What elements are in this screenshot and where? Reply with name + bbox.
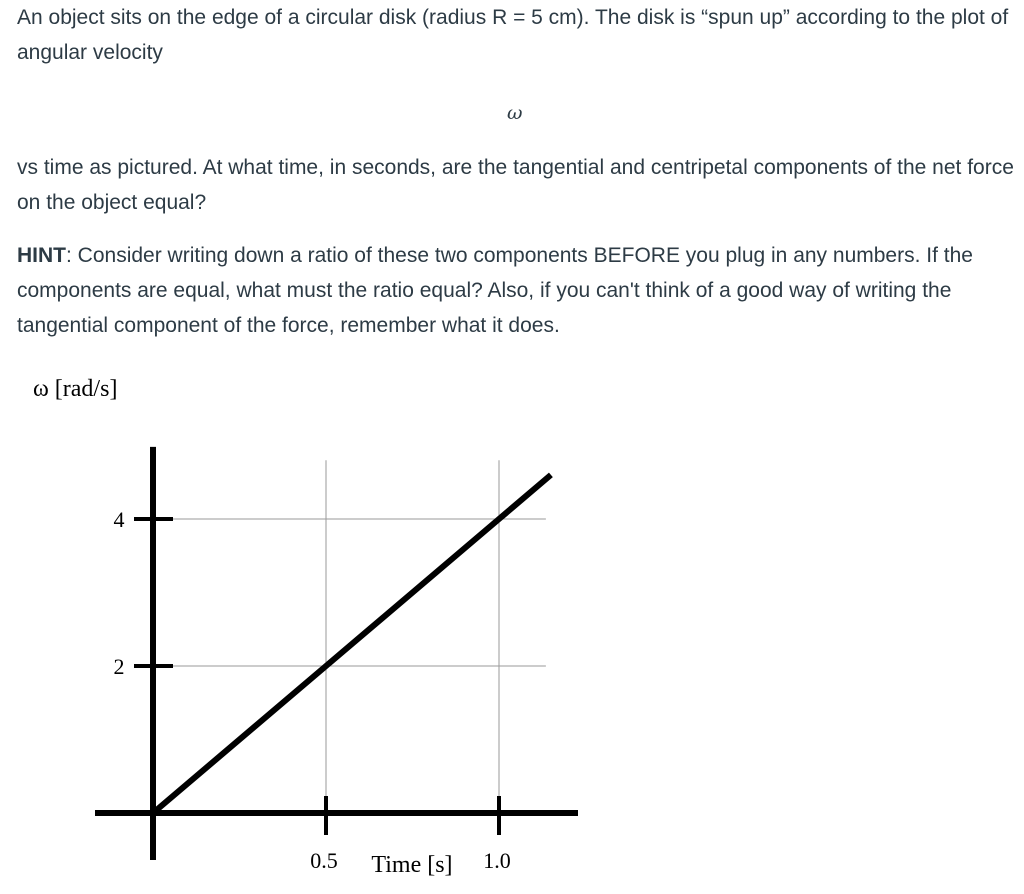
hint-label: HINT	[17, 244, 66, 267]
angular-velocity-chart	[0, 360, 620, 889]
hint-paragraph	[17, 238, 1017, 343]
x-tick-label-0: 0.5	[310, 848, 338, 873]
series-layer	[153, 475, 551, 813]
label-layer	[33, 376, 511, 878]
hint-text: : Consider writing down a ratio of these two components BEFORE you plug in any numbers. If the components are equal, what must the ratio equal? Also, if you can't think of a good way of writing the tangential component of the force, remember what it does.	[17, 244, 973, 337]
y-tick-label-0: 2	[113, 654, 125, 679]
y-axis-label: ω [rad/s]	[33, 376, 118, 402]
x-axis-label: Time [s]	[371, 852, 453, 878]
omega-symbol: ω	[507, 102, 523, 124]
series-line-0	[153, 475, 551, 813]
y-tick-label-1: 4	[113, 507, 125, 532]
question-intro: An object sits on the edge of a circular disk (radius R = 5 cm). The disk is “spun up” according to the plot of angular velocity	[17, 6, 1009, 64]
x-tick-label-1: 1.0	[483, 848, 511, 873]
chart-svg	[0, 360, 620, 889]
question-continuation: vs time as pictured. At what time, in seconds, are the tangential and centripetal components of the net force on the object equal?	[17, 156, 1014, 214]
